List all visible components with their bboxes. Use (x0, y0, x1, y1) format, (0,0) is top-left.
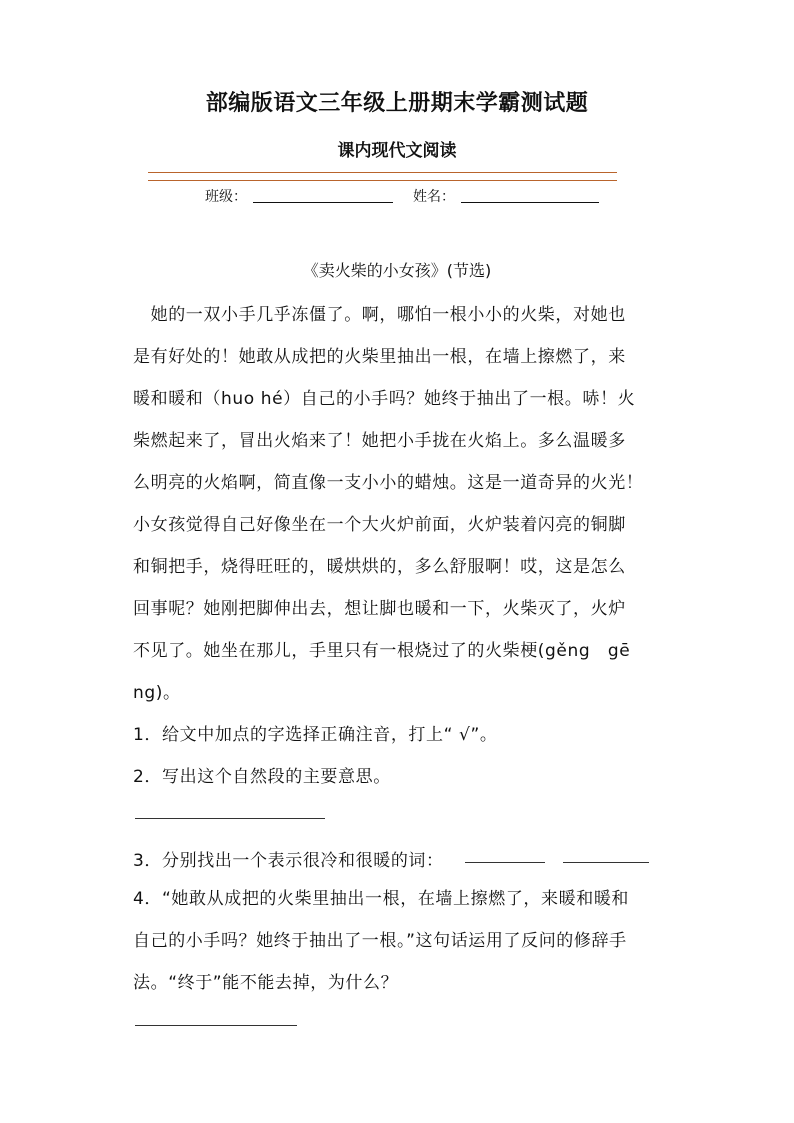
passage-line: 不见了。她坐在那儿，手里只有一根烧过了的火柴梗(gěng gē (133, 641, 631, 661)
header-rule-bottom (148, 180, 617, 181)
header-rule-top (148, 172, 617, 173)
question-3: 3．分别找出一个表示很冷和很暖的词： (133, 851, 444, 871)
answer-blank-3-warm[interactable] (563, 862, 649, 863)
passage-line: 柴燃起来了，冒出火焰来了！她把小手拢在火焰上。多么温暖多 (133, 431, 626, 451)
question-4-line: 自己的小手吗？她终于抽出了一根。”这句话运用了反问的修辞手 (133, 931, 627, 951)
answer-blank-2[interactable] (135, 818, 325, 819)
question-1: 1．给文中加点的字选择正确注音，打上“ √”。 (133, 725, 498, 745)
answer-blank-3-cold[interactable] (465, 862, 545, 863)
class-blank[interactable] (253, 201, 393, 203)
passage-line: 么明亮的火焰啊，简直像一支小小的蜡烛。这是一道奇异的火光！ (133, 473, 644, 493)
passage-line: 和铜把手，烧得旺旺的，暖烘烘的，多么舒服啊！哎，这是怎么 (133, 557, 626, 577)
passage-title: 《卖火柴的小女孩》(节选) (302, 261, 492, 280)
name-label: 姓名： (413, 189, 455, 205)
passage-line: 小女孩觉得自己好像坐在一个大火炉前面，火炉装着闪亮的铜脚 (133, 515, 626, 535)
answer-blank-4[interactable] (135, 1025, 297, 1026)
passage-line: 她的一双小手几乎冻僵了。啊，哪怕一根小小的火柴，对她也 (133, 305, 626, 325)
passage-line: 回事呢？她刚把脚伸出去，想让脚也暖和一下，火柴灭了，火炉 (133, 599, 626, 619)
question-2: 2．写出这个自然段的主要意思。 (133, 767, 391, 787)
passage-line: 暖和暖和（huo hé）自己的小手吗？她终于抽出了一根。哧！火 (133, 389, 636, 409)
class-label: 班级： (205, 189, 247, 205)
page-title: 部编版语文三年级上册期末学霸测试题 (205, 90, 589, 116)
section-subtitle: 课内现代文阅读 (337, 141, 457, 161)
name-blank[interactable] (461, 201, 599, 203)
student-info-fields (205, 186, 599, 206)
question-4-line: 4．“她敢从成把的火柴里抽出一根，在墙上擦燃了，来暖和暖和 (133, 889, 630, 909)
passage-line: ng)。 (133, 683, 181, 703)
passage-line: 是有好处的！她敢从成把的火柴里抽出一根，在墙上擦燃了，来 (133, 347, 626, 367)
question-4-line: 法。“终于”能不能去掉，为什么？ (133, 973, 399, 993)
